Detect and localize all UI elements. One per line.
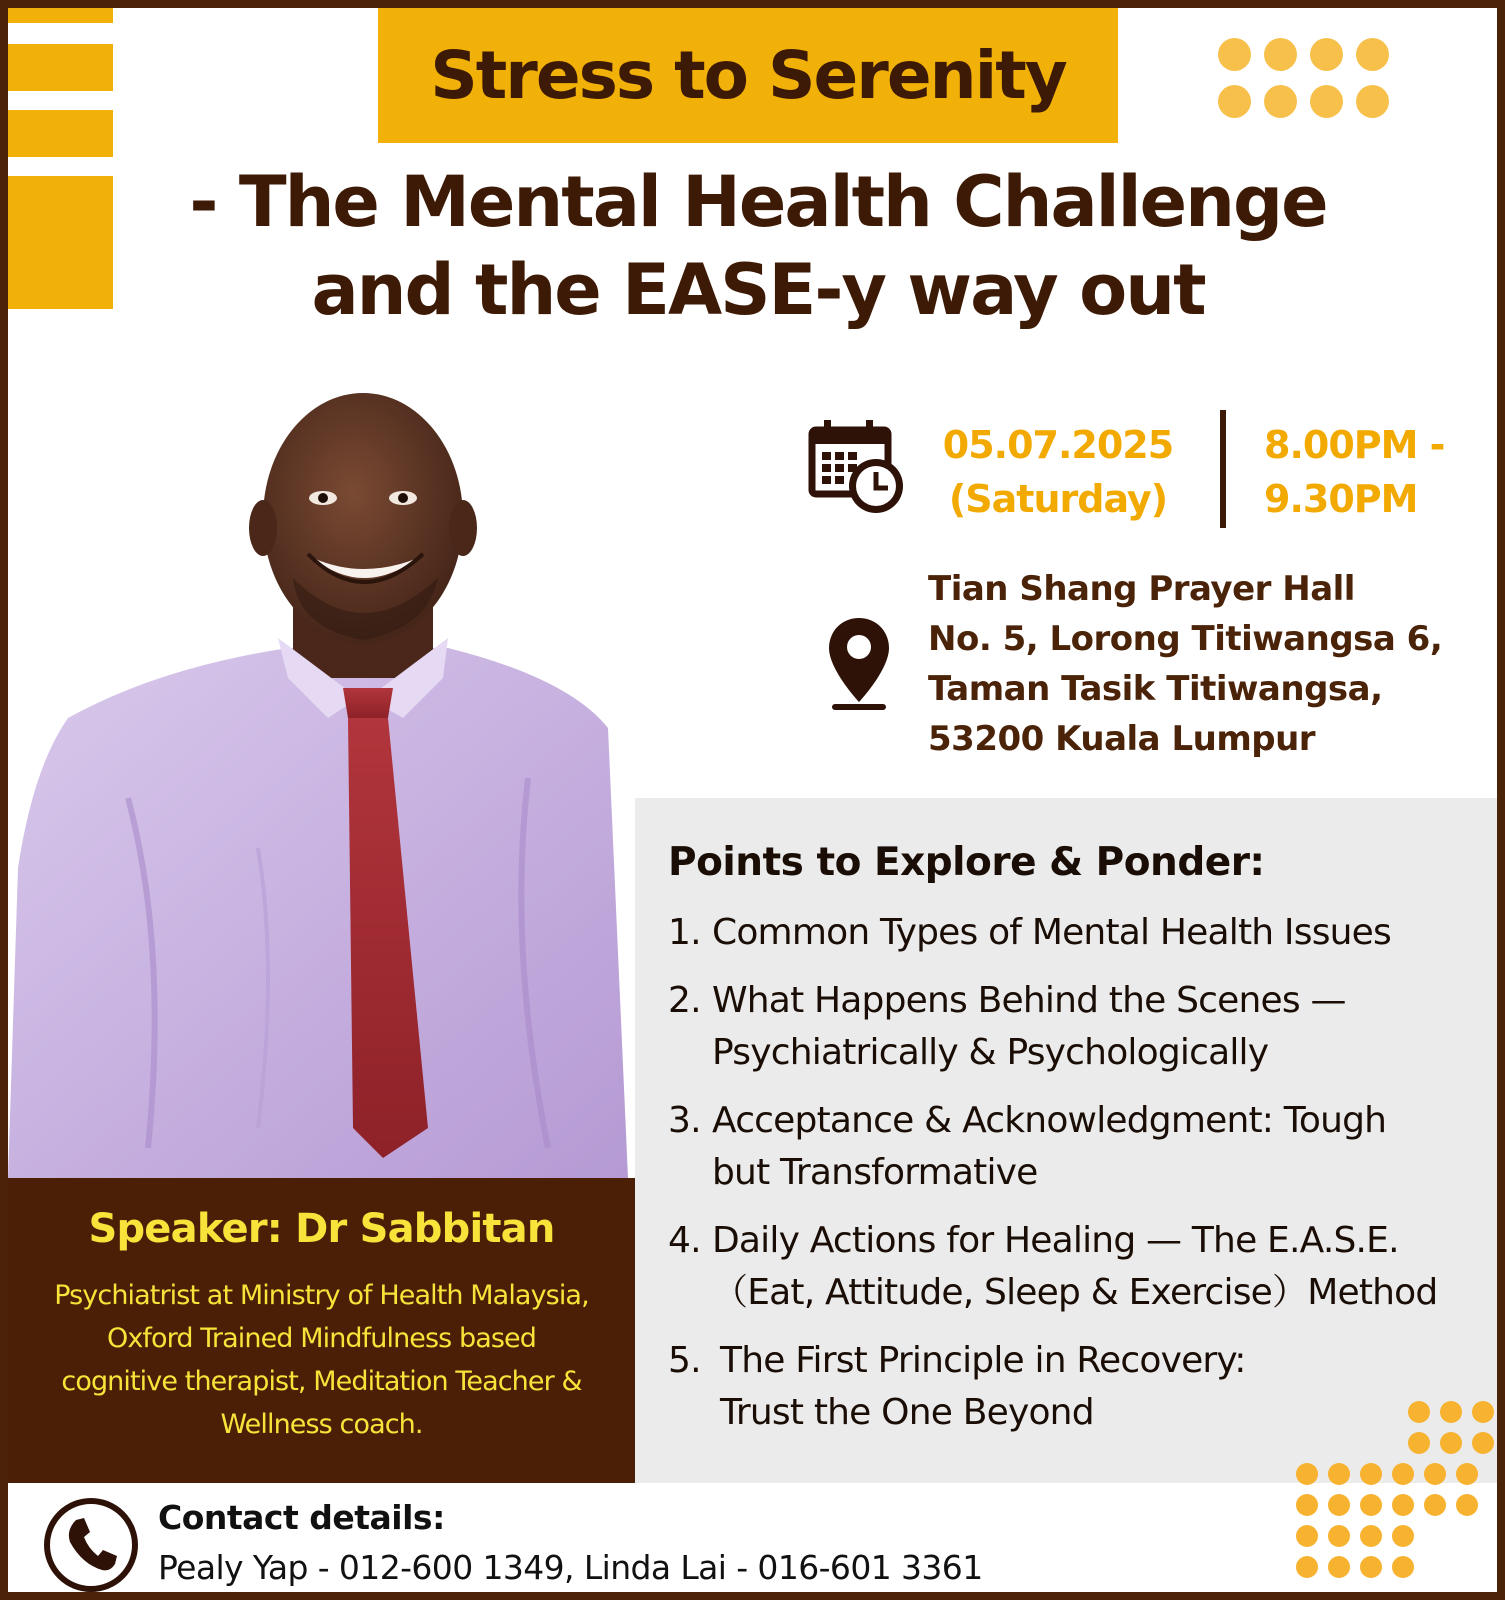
bio-line: cognitive therapist, Meditation Teacher & xyxy=(61,1366,582,1397)
points-title: Points to Explore & Ponder: xyxy=(668,840,1265,885)
point-text: Acceptance & Acknowledgment: Tough xyxy=(712,1100,1387,1141)
location-pin-icon xyxy=(826,616,892,712)
bio-line: Wellness coach. xyxy=(220,1409,423,1440)
venue-line: Taman Tasik Titiwangsa, xyxy=(928,669,1383,709)
decor-stripe xyxy=(8,110,113,157)
date-time-divider xyxy=(1220,410,1226,528)
venue-name: Tian Shang Prayer Hall xyxy=(928,569,1355,609)
point-text: The First Principle in Recovery: xyxy=(720,1340,1246,1381)
event-date xyxy=(933,418,1183,526)
speaker-photo xyxy=(8,348,628,1178)
list-item xyxy=(668,1215,1505,1319)
list-item xyxy=(668,975,1505,1079)
point-text: Daily Actions for Healing — The E.A.S.E. xyxy=(712,1220,1399,1261)
contact-label: Contact details: xyxy=(158,1498,445,1537)
venue-line: No. 5, Lorong Titiwangsa 6, xyxy=(928,619,1443,659)
list-item xyxy=(668,1095,1505,1199)
decor-stripe xyxy=(8,44,113,91)
point-number: 1. xyxy=(668,912,701,953)
point-number: 3. xyxy=(668,1100,701,1141)
decor-stripe xyxy=(8,176,113,309)
list-item xyxy=(668,907,1505,959)
time-start: 8.00PM - xyxy=(1264,423,1445,467)
subtitle-line: - The Mental Health Challenge xyxy=(189,161,1327,243)
event-time xyxy=(1264,418,1494,526)
point-number: 4. xyxy=(668,1220,701,1261)
point-text: Psychiatrically & Psychologically xyxy=(712,1032,1269,1073)
date-value: 05.07.2025 xyxy=(942,423,1174,467)
venue-address xyxy=(928,564,1488,764)
calendar-clock-icon xyxy=(808,416,908,516)
point-text: What Happens Behind the Scenes — xyxy=(712,980,1346,1021)
phone-icon xyxy=(42,1496,140,1594)
point-number: 5. xyxy=(668,1340,701,1381)
event-title: Stress to Serenity xyxy=(430,37,1066,114)
day-value: (Saturday) xyxy=(948,477,1168,521)
point-number: 2. xyxy=(668,980,701,1021)
bio-line: Psychiatrist at Ministry of Health Malaysia, xyxy=(54,1280,589,1311)
decor-dots-top xyxy=(1218,38,1389,118)
subtitle-line: and the EASE-y way out xyxy=(311,249,1205,331)
event-subtitle xyxy=(158,158,1358,334)
points-panel xyxy=(635,798,1505,1483)
point-text: Common Types of Mental Health Issues xyxy=(712,912,1391,953)
title-banner xyxy=(378,8,1118,143)
speaker-bio xyxy=(8,1274,635,1446)
point-text: （Eat, Attitude, Sleep & Exercise）Method xyxy=(712,1272,1438,1313)
contact-phone-numbers: Pealy Yap - 012-600 1349, Linda Lai - 016-601 3361 xyxy=(158,1548,983,1587)
speaker-name: Speaker: Dr Sabbitan xyxy=(88,1206,555,1252)
time-end: 9.30PM xyxy=(1264,477,1418,521)
venue-line: 53200 Kuala Lumpur xyxy=(928,719,1316,759)
bio-line: Oxford Trained Mindfulness based xyxy=(106,1323,537,1354)
point-text: but Transformative xyxy=(712,1152,1038,1193)
decor-dots-bottom xyxy=(1295,1400,1495,1590)
speaker-panel xyxy=(8,1178,635,1483)
point-text: Trust the One Beyond xyxy=(720,1392,1094,1433)
decor-stripe xyxy=(8,8,113,23)
